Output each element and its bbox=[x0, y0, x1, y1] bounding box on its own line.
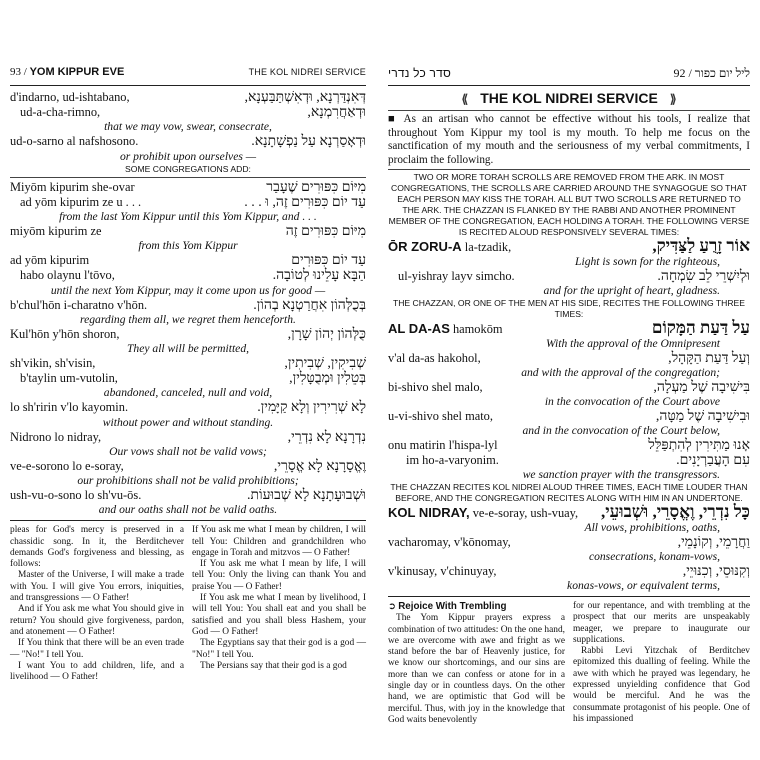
transliteration: habo olaynu l'tōvo, bbox=[20, 268, 115, 283]
book-gutter bbox=[376, 66, 377, 686]
translation-line: from the last Yom Kippur until this Yom Kippur, and . . . bbox=[59, 210, 317, 224]
commentary-paragraph: Master of the Universe, I will make a trade with You. I will give You errors, iniquities, and transgressions — O Father! bbox=[10, 570, 184, 604]
instruction-al-daas: THE CHAZZAN, OR ONE OF THE MEN AT HIS SIDE, RECITES THE FOLLOWING THREE TIMES: bbox=[392, 298, 746, 319]
hebrew-text: מִיּוֹם כִּפּוּרִים שֶׁעָבַר bbox=[266, 179, 366, 195]
hebrew-text: בִּישִׁיבָה שֶׁל מַעְלָה, bbox=[653, 380, 750, 395]
hebrew-text: אוֹר זָרֻעַ לַצַּדִּיק, bbox=[652, 236, 750, 255]
rule-line bbox=[10, 177, 366, 178]
hebrew-text: וּבִישִׁיבָה שֶׁל מַטָּה, bbox=[655, 409, 750, 424]
hebrew-text: בְּכֻלְּהוֹן אִחֲרַטְנָא בְהוֹן. bbox=[253, 297, 366, 313]
transliteration: vacharomay, v'kōnomay, bbox=[388, 535, 511, 549]
verse-line bbox=[10, 430, 366, 445]
hebrew-text: וּלְיִשְׁרֵי לֵב שִׂמְחָה. bbox=[657, 269, 750, 284]
transliteration-bold: ŌR ZORU-A bbox=[388, 239, 462, 254]
verse-line bbox=[10, 268, 366, 283]
hebrew-text: כֻּלְּהוֹן יְהוֹן שָׁרָן, bbox=[287, 326, 366, 342]
transliteration: bi-shivo shel malo, bbox=[388, 380, 483, 394]
transliteration: Kul'hōn y'hōn shoron, bbox=[10, 326, 120, 341]
right-commentary-col-2 bbox=[573, 601, 750, 726]
verse-line bbox=[388, 564, 750, 579]
translation-line: consecrations, konam-vows, bbox=[588, 550, 720, 563]
left-liturgy-text bbox=[10, 90, 366, 517]
transliteration: ve-e-sorono lo e-soray, bbox=[10, 458, 124, 473]
translation-line: our prohibitions shall not be valid prohibitions; bbox=[77, 474, 299, 488]
transliteration: d'indarno, ud-ishtabano, bbox=[10, 90, 130, 104]
hebrew-text: וַחֲרָמֵי, וְקוֹנָמֵי, bbox=[677, 535, 750, 550]
verse-line bbox=[388, 320, 750, 337]
left-page bbox=[10, 66, 366, 686]
hebrew-text: וּדְאַחֲרִמְנָא, bbox=[307, 105, 366, 121]
verse-line bbox=[10, 90, 366, 105]
hebrew-text: אָנוּ מַתִּירִין לְהִתְפַּלֵּל bbox=[648, 438, 750, 453]
translation-line: and our oaths shall not be valid oaths. bbox=[98, 503, 278, 517]
commentary-heading: Rejoice With Trembling bbox=[398, 601, 507, 612]
transliteration: ud-a-cha-rimno, bbox=[20, 105, 101, 120]
translation-line: from this Yom Kippur bbox=[138, 239, 238, 253]
translation-line: until the next Yom Kippur, may it come upon us for good — bbox=[50, 283, 326, 297]
verse-line bbox=[388, 409, 750, 424]
commentary-paragraph: And if You ask me what You should give in return? You should give forgiveness, pardon, and atonement — O Father! bbox=[10, 604, 184, 637]
translation-line: With the approval of the Omnipresent bbox=[546, 337, 720, 350]
left-commentary-col-2 bbox=[192, 525, 366, 683]
verse-line bbox=[388, 453, 750, 468]
verse-line bbox=[10, 356, 366, 371]
left-section-title: YOM KIPPUR EVE bbox=[29, 66, 125, 78]
transliteration: sh'vikin, sh'visin, bbox=[10, 356, 96, 371]
verse-line bbox=[10, 180, 366, 195]
commentary-paragraph: The Persians say that their god is a god bbox=[200, 660, 347, 671]
instruction-torah-scrolls: TWO OR MORE TORAH SCROLLS ARE REMOVED FROM THE ARK. IN MOST CONGREGATIONS, THE SCROLLS ARE CARRIED AROUND THE SYNAGOGUE SO THAT EACH PERSON MAY KISS THE TORAH. ALL BUT TWO SCROLLS ARE RETURNED TO THE ARK. THE CHAZZAN IS FLANKED BY THE RABBI AND ANOTHER PROMINENT MEMBER OF THE CONGREGATION, EACH HOLDING A TORAH. THE FOLLOWING VERSE IS RECITED ALOUD RESPONSIVELY SEVERAL TIMES: bbox=[388, 172, 750, 237]
commentary-paragraph: If You think that there will be an even trade — "No!" I tell You. bbox=[10, 638, 184, 660]
translation-line: and in the convocation of the Court below, bbox=[522, 424, 720, 437]
instruction-kol-nidrei: THE CHAZZAN RECITES KOL NIDREI ALOUD THREE TIMES, EACH TIME LOUDER THAN BEFORE, AND THE CONGREGATION RECITES ALONG WITH HIM IN AN UNDERTONE. bbox=[390, 482, 748, 503]
hebrew-text: עַד יוֹם כִּפּוּרִים זֶה, וּ . . . bbox=[244, 194, 366, 210]
verse-line bbox=[388, 504, 750, 521]
left-page-number: 93 bbox=[10, 66, 21, 78]
service-title: ⟪ THE KOL NIDREI SERVICE ⟫ bbox=[388, 90, 750, 108]
right-running-title: סדר כל נדרי bbox=[388, 66, 452, 80]
right-commentary-col-1 bbox=[388, 601, 565, 726]
commentary-paragraph: If You ask me what I mean by life, I will tell You: Only the living can thank You and praise You — O Father! bbox=[192, 559, 366, 592]
translation-line: regarding them all, we regret them henceforth. bbox=[80, 312, 296, 326]
notes-divider bbox=[10, 520, 366, 521]
right-running-header: סדר כל נדרי ליל יום כפור / 92 bbox=[388, 66, 750, 86]
hebrew-text: עַל דַּעַת הַמָּקוֹם bbox=[651, 318, 750, 337]
transliteration: im ho-a-varyonim. bbox=[406, 453, 499, 467]
transliteration: v'al da-as hakohol, bbox=[388, 351, 481, 365]
transliteration: KOL NIDRAY, ve-e-soray, ush-vuay, bbox=[388, 505, 579, 520]
transliteration: v'kinusay, v'chinuyay, bbox=[388, 564, 497, 578]
verse-line bbox=[388, 438, 750, 453]
transliteration: ad yōm kipurim bbox=[10, 253, 90, 268]
transliteration: ush-vu-o-sono lo sh'vu-ōs. bbox=[10, 488, 142, 503]
left-commentary-col-1 bbox=[10, 525, 184, 683]
translation-line: They all will be permitted, bbox=[126, 342, 250, 356]
translation-line: that we may vow, swear, consecrate, bbox=[104, 120, 272, 134]
commentary-paragraph: I want You to add children, life, and a livelihood — O Father! bbox=[10, 660, 184, 683]
hebrew-text: וּשְׁבוּעָתָנָא לָא שְׁבוּעוֹת. bbox=[247, 488, 366, 504]
translation-line: without power and without standing. bbox=[102, 415, 274, 429]
hebrew-text: עִם הָעֲבַרְיָנִים. bbox=[676, 453, 750, 468]
square-bullet-icon: ■ bbox=[388, 113, 404, 125]
verse-line bbox=[10, 327, 366, 342]
transliteration: ud-o-sarno al nafshosono. bbox=[10, 134, 139, 149]
ornament-left-icon: ⟪ bbox=[461, 92, 469, 106]
commentary-paragraph: If You ask me what I mean by livelihood, I will tell You: You shall eat and you shall be satisfied and you shall bless Hashem, your God — O Father! bbox=[192, 593, 366, 637]
transliteration: Nidrono lo nidray, bbox=[10, 429, 102, 444]
verse-line bbox=[388, 535, 750, 550]
left-running-title: THE KOL NIDREI SERVICE bbox=[248, 67, 366, 77]
translation-line: abandoned, canceled, null and void, bbox=[103, 386, 273, 400]
verse-line bbox=[10, 195, 366, 210]
transliteration: ad yōm kipurim ze u . . . bbox=[20, 194, 142, 209]
ornament-right-icon: ⟫ bbox=[669, 92, 677, 106]
translation-line: konas-vows, or equivalent terms, bbox=[567, 579, 720, 592]
verse-line bbox=[10, 134, 366, 149]
verse-kol-nidrei bbox=[388, 504, 750, 593]
verse-line bbox=[10, 459, 366, 474]
hebrew-text: הַבָּא עָלֵינוּ לְטוֹבָה. bbox=[272, 268, 366, 284]
transliteration: lo sh'ririn v'lo kayomin. bbox=[10, 400, 129, 415]
transliteration: Miyōm kipurim she-ovar bbox=[10, 179, 135, 194]
hebrew-text: נִדְרָנָא לָא נִדְרֵי, bbox=[287, 429, 366, 445]
verse-or-zorua bbox=[388, 238, 750, 298]
intro-paragraph: ■ As an artisan who cannot be effective without his tools, I realize that throughout Yom Kippur my tool is my mouth. To help me focus on the sanctification of my mouth and the seriousness of my verbal commitments, I proclaim the following. bbox=[388, 113, 751, 166]
commentary-paragraph: If You ask me what I mean by children, I will tell You: Children and grandchildren who engage in Torah and mitzvos — O Father! bbox=[192, 525, 366, 558]
notes-divider bbox=[388, 596, 750, 597]
verse-line bbox=[388, 380, 750, 395]
hebrew-text: לָא שְׁרִירִין וְלָא קַיָּמִין. bbox=[257, 400, 366, 416]
hebrew-text: דְּאִנְדַּרְנָא, וּדְאִשְׁתַּבַּעְנָא, bbox=[244, 90, 366, 105]
commentary-paragraph: Rabbi Levi Yitzchak of Berditchev epitomized this dualling of feeling. While the awe with which he prayed was legendary, he expressed unyielding confidence that God would be merciful. And he was the consummate protagonist of his people. One of his impassioned bbox=[573, 646, 750, 724]
transliteration: ul-yishray layv simcho. bbox=[398, 269, 515, 283]
translation-line: and with the approval of the congregation; bbox=[521, 366, 720, 379]
verse-line bbox=[10, 371, 366, 386]
verse-line bbox=[10, 488, 366, 503]
translation-line: Our vows shall not be valid vows; bbox=[109, 444, 267, 458]
hebrew-text: וְקִנּוּסֵי, וְכִנּוּיֵי, bbox=[682, 564, 750, 579]
translation-line: All vows, prohibitions, oaths, bbox=[584, 521, 720, 534]
hebrew-text: וְעַל דַּעַת הַקָּהָל, bbox=[668, 351, 750, 366]
commentary-paragraph: pleas for God's mercy is preserved in a chassidic song. In it, the Berditchever demands God's forgiveness and blessing, as follows: bbox=[10, 525, 184, 570]
verse-line bbox=[10, 105, 366, 120]
transliteration: b'taylin um-vutolin, bbox=[20, 371, 118, 386]
commentary-paragraph: The Egyptians say that their god is a god — "No!" I tell You. bbox=[192, 638, 366, 660]
translation-line: and for the upright of heart, gladness. bbox=[543, 284, 720, 297]
transliteration: AL DA-AS hamokōm bbox=[388, 321, 503, 336]
right-commentary bbox=[388, 601, 750, 726]
hebrew-text: שְׁבִיקִין, שְׁבִיתִין, bbox=[284, 356, 366, 372]
translation-line: in the convocation of the Court above bbox=[544, 395, 720, 408]
right-section-title: ליל יום כפור bbox=[694, 66, 750, 80]
transliteration: ŌR ZORU-A la-tzadik, bbox=[388, 239, 512, 254]
hebrew-text: בְּטֵלִין וּמְבֻטָּלִין, bbox=[289, 371, 366, 387]
transliteration-bold: KOL NIDRAY, bbox=[388, 505, 470, 520]
commentary-paragraph: for our repentance, and with trembling at the prospect that our merits are unspeakably meager, we prepare to inaugurate our supplications. bbox=[573, 601, 750, 645]
transliteration: onu matirin l'hispa-lyl bbox=[388, 438, 498, 452]
verse-line bbox=[388, 269, 750, 284]
translation-line: Light is sown for the righteous, bbox=[575, 255, 720, 268]
right-page-number: 92 bbox=[673, 66, 686, 80]
hebrew-text: כָּל נִדְרֵי, וֶאֱסָרֵי, וּשְׁבוּעֵי, bbox=[600, 502, 750, 521]
transliteration-bold: AL DA-AS bbox=[388, 321, 450, 336]
instruction-line: SOME CONGREGATIONS ADD: bbox=[125, 163, 251, 174]
hebrew-text: מִיּוֹם כִּפּוּרִים זֶה bbox=[285, 224, 366, 240]
arrow-marker-icon: ➲ bbox=[388, 602, 399, 612]
left-commentary bbox=[10, 525, 366, 683]
verse-line bbox=[10, 253, 366, 268]
verse-line bbox=[388, 351, 750, 366]
verse-line bbox=[10, 224, 366, 239]
verse-al-daas bbox=[388, 320, 750, 482]
transliteration: b'chul'hōn i-charatno v'hōn. bbox=[10, 297, 148, 312]
hebrew-text: וּדְאָסַרְנָא עַל נַפְשָׁתָנָא. bbox=[251, 134, 366, 150]
translation-line: or prohibit upon ourselves — bbox=[119, 149, 257, 163]
verse-line bbox=[10, 400, 366, 415]
verse-line bbox=[10, 298, 366, 313]
right-page bbox=[388, 66, 751, 725]
transliteration: miyōm kipurim ze bbox=[10, 224, 102, 239]
hebrew-text: וֶאֱסָרָנָא לָא אֱסָרֵי, bbox=[273, 458, 366, 474]
verse-line bbox=[388, 238, 750, 255]
hebrew-text: עַד יוֹם כִּפּוּרִים bbox=[291, 253, 366, 269]
left-running-header: 93 / YOM KIPPUR EVE THE KOL NIDREI SERVICE bbox=[10, 66, 366, 86]
transliteration: u-vi-shivo shel mato, bbox=[388, 409, 493, 423]
translation-line: we sanction prayer with the transgressors. bbox=[522, 468, 720, 481]
commentary-paragraph: The Yom Kippur prayers express a combination of two attitudes: On the one hand, we are overcome with awe and fright as we stand before the bar of Heavenly justice, for we know our shortcomings, and our sins are more than we can confess or atone for in a single day or in countless days. On the other hand, we are optimistic that God will be merciful. Thus, with joy in the knowledge that God waits benevolently bbox=[388, 613, 565, 725]
